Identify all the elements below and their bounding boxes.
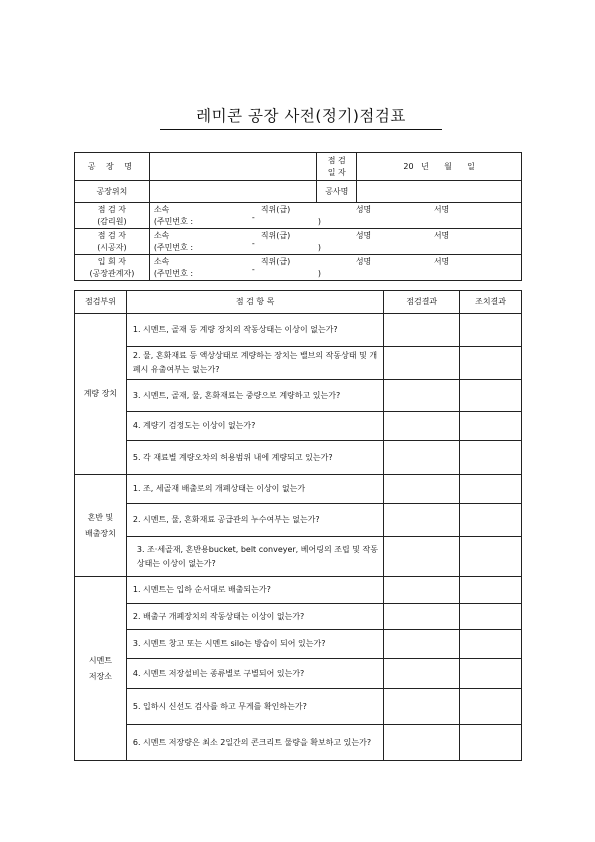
check-item: 3. 조·세골재, 혼반용bucket, belt conveyer, 베어링의 조립 및 작동상태는 이상이 없는가? xyxy=(126,537,383,577)
name-label: 성명 xyxy=(355,204,372,214)
table-row xyxy=(75,689,522,725)
check-item: 4. 계량기 검정도는 이상이 없는가? xyxy=(126,412,383,441)
table-row xyxy=(75,630,522,659)
action-cell[interactable] xyxy=(460,347,522,380)
action-cell[interactable] xyxy=(460,604,522,630)
factory-location-field[interactable] xyxy=(149,181,317,203)
action-cell[interactable] xyxy=(460,577,522,604)
id-dash: - xyxy=(251,212,255,222)
group-label-2: 배출장치 xyxy=(84,528,116,538)
result-cell[interactable] xyxy=(384,630,460,659)
person-label xyxy=(75,229,150,255)
action-cell[interactable] xyxy=(460,689,522,725)
result-cell[interactable] xyxy=(384,689,460,725)
check-item: 2. 물, 혼화재료 등 액상상태로 계량하는 장치는 밸브의 작동상태 및 개폐시 유출여부는 없는가? xyxy=(126,347,383,380)
group-label-1: 혼반 및 xyxy=(87,512,114,522)
name-label: 성명 xyxy=(355,256,372,266)
check-item: 3. 시멘트 창고 또는 시멘트 silo는 방습이 되어 있는가? xyxy=(126,630,383,659)
action-cell[interactable] xyxy=(460,314,522,347)
column-header: 점검부위 xyxy=(75,291,127,314)
group-label-1: 계량 장치 xyxy=(83,389,118,398)
table-row xyxy=(75,314,522,347)
group-label xyxy=(75,314,127,475)
id-dash: - xyxy=(251,264,255,274)
business-field[interactable] xyxy=(357,181,522,203)
result-cell[interactable] xyxy=(384,314,460,347)
id-number-label: (주민번호 : xyxy=(153,268,194,278)
action-cell[interactable] xyxy=(460,412,522,441)
table-row xyxy=(75,380,522,412)
inspection-date-label xyxy=(317,153,357,181)
inspection-date-label-2: 일 자 xyxy=(327,167,346,177)
check-item: 2. 시멘트, 물, 혼화재료 공급관의 누수여부는 없는가? xyxy=(126,504,383,537)
date-field[interactable] xyxy=(357,153,522,181)
table-row xyxy=(75,504,522,537)
group-label xyxy=(75,577,127,761)
affiliation-label: 소속 xyxy=(153,230,170,240)
result-cell[interactable] xyxy=(384,604,460,630)
inspection-date-label-1: 점 검 xyxy=(327,155,346,165)
table-row xyxy=(75,725,522,761)
person-field[interactable] xyxy=(149,229,521,255)
result-cell[interactable] xyxy=(384,412,460,441)
group-label-2: 저장소 xyxy=(88,671,113,681)
action-cell[interactable] xyxy=(460,537,522,577)
affiliation-label: 소속 xyxy=(153,256,170,266)
person-row xyxy=(75,229,522,255)
table-row xyxy=(75,577,522,604)
table-row xyxy=(75,659,522,689)
table-row xyxy=(75,412,522,441)
result-cell[interactable] xyxy=(384,725,460,761)
check-item: 4. 시멘트 저장설비는 종류별로 구별되어 있는가? xyxy=(126,659,383,689)
group-label-1: 시멘트 xyxy=(88,655,113,665)
action-cell[interactable] xyxy=(460,630,522,659)
action-cell[interactable] xyxy=(460,441,522,475)
id-number-label: (주민번호 : xyxy=(153,242,194,252)
info-table xyxy=(74,152,522,281)
person-label-1: 점 검 자 xyxy=(97,230,127,240)
person-label-2: (감리원) xyxy=(97,216,127,226)
column-header: 점검결과 xyxy=(384,291,460,314)
factory-name-label: 공 장 명 xyxy=(75,153,150,181)
checklist-table xyxy=(74,290,522,761)
result-cell[interactable] xyxy=(384,475,460,504)
signature-label: 서명 xyxy=(433,256,450,266)
check-item: 5. 입하시 신선도 검사를 하고 무게를 확인하는가? xyxy=(126,689,383,725)
id-dash: - xyxy=(251,238,255,248)
factory-name-field[interactable] xyxy=(149,153,317,181)
signature-label: 서명 xyxy=(433,230,450,240)
person-row xyxy=(75,255,522,281)
table-row xyxy=(75,347,522,380)
action-cell[interactable] xyxy=(460,659,522,689)
result-cell[interactable] xyxy=(384,380,460,412)
signature-label: 서명 xyxy=(433,204,450,214)
person-field[interactable] xyxy=(149,203,521,229)
check-item: 1. 조, 세골재 배출로의 개폐상태는 이상이 없는가 xyxy=(126,475,383,504)
person-label-1: 입 회 자 xyxy=(97,256,127,266)
date-value: 20 년 월 일 xyxy=(403,161,475,171)
person-label xyxy=(75,255,150,281)
action-cell[interactable] xyxy=(460,380,522,412)
result-cell[interactable] xyxy=(384,659,460,689)
result-cell[interactable] xyxy=(384,504,460,537)
group-label xyxy=(75,475,127,577)
table-row xyxy=(75,475,522,504)
id-number-label: (주민번호 : xyxy=(153,216,194,226)
table-row xyxy=(75,537,522,577)
result-cell[interactable] xyxy=(384,441,460,475)
business-label: 공사명 xyxy=(317,181,357,203)
check-item: 5. 각 재료별 계량오차의 허용범위 내에 계량되고 있는가? xyxy=(126,441,383,475)
position-label: 직위(급) xyxy=(260,230,291,240)
position-label: 직위(급) xyxy=(260,256,291,266)
check-item: 3. 시멘트, 골재, 물, 혼화재료는 중량으로 계량하고 있는가? xyxy=(126,380,383,412)
id-close: ) xyxy=(317,242,321,252)
check-item: 1. 시멘트는 입하 순서대로 배출되는가? xyxy=(126,577,383,604)
check-item: 2. 배출구 개폐장치의 작동상태는 이상이 없는가? xyxy=(126,604,383,630)
affiliation-label: 소속 xyxy=(153,204,170,214)
table-row xyxy=(75,604,522,630)
person-label-2: (시공자) xyxy=(97,242,127,252)
person-label-2: (공장관계자) xyxy=(89,268,135,278)
action-cell[interactable] xyxy=(460,725,522,761)
check-item: 1. 시멘트, 골재 등 계량 장치의 작동상태는 이상이 없는가? xyxy=(126,314,383,347)
column-header: 조치결과 xyxy=(460,291,522,314)
position-label: 직위(급) xyxy=(260,204,291,214)
name-label: 성명 xyxy=(355,230,372,240)
check-item: 6. 시멘트 저장량은 최소 2일간의 콘크리트 물량을 확보하고 있는가? xyxy=(126,725,383,761)
column-header-row xyxy=(75,291,522,314)
id-close: ) xyxy=(317,268,321,278)
result-cell[interactable] xyxy=(384,537,460,577)
person-field[interactable] xyxy=(149,255,521,281)
page-title: 레미콘 공장 사전(정기)점검표 xyxy=(160,104,442,130)
table-row xyxy=(75,441,522,475)
person-label xyxy=(75,203,150,229)
column-header: 점 검 항 목 xyxy=(126,291,383,314)
person-label-1: 점 검 자 xyxy=(97,204,127,214)
factory-location-label: 공장위치 xyxy=(75,181,150,203)
action-cell[interactable] xyxy=(460,475,522,504)
id-close: ) xyxy=(317,216,321,226)
person-row xyxy=(75,203,522,229)
result-cell[interactable] xyxy=(384,347,460,380)
action-cell[interactable] xyxy=(460,504,522,537)
result-cell[interactable] xyxy=(384,577,460,604)
